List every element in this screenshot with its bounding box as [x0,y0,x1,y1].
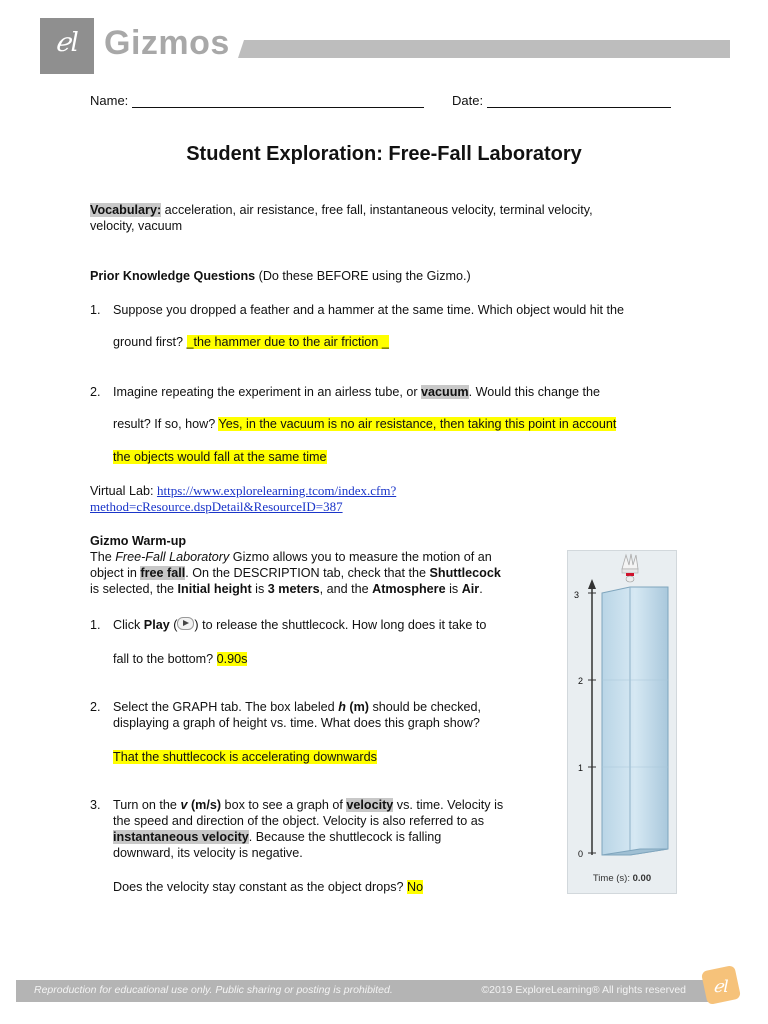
warmup-q3-b: box to see a graph of [221,798,347,812]
date-row [452,93,671,108]
footer-copyright: ©2019 ExploreLearning® All rights reserved [481,984,686,996]
prior-q2-answer-row-2 [113,449,327,465]
drop-tube-graphic [568,551,676,893]
warmup-q3-text [113,797,563,861]
warmup-q1-c: ) to release the shuttlecock. How long does it take to [194,618,487,632]
warmup-q3-c: vs. time. Velocity is [393,798,504,812]
h-term: h [338,700,346,714]
play-term: Play [143,618,170,632]
explorelearning-logo-icon [700,964,742,1006]
atmosphere-term: Atmosphere [372,582,446,596]
warmup-q3-line2: the speed and direction of the object. Velocity is also referred to as [113,814,485,828]
vocabulary-text-1: acceleration, air resistance, free fall, instantaneous velocity, terminal velocity, [161,203,593,217]
m-unit: (m) [345,700,369,714]
virtual-lab-link-2[interactable]: method=cResource.dspDetail&ResourceID=387 [90,499,343,514]
warmup-q1-prefix: fall to the bottom? [113,652,217,666]
warmup-text: is [251,582,268,596]
tick-label-3: 3 [574,590,580,600]
time-value: 0.00 [632,873,652,884]
warmup-text: . On the DESCRIPTION tab, check that the [185,566,430,580]
footer-bar [16,980,716,1002]
prior-q2-answer-1: Yes, in the vacuum is no air resistance, then taking this point in account [218,417,617,431]
prior-q1-prefix: ground first? [113,335,187,349]
prior-knowledge-heading: Prior Knowledge Questions [90,269,256,283]
vocabulary [90,202,690,234]
prior-q2-prefix: Imagine repeating the experiment in an airless tube, or [113,385,422,399]
vacuum-tube [602,587,668,855]
date-label: Date: [452,93,484,108]
vacuum-term: vacuum [421,385,469,399]
warmup-text: is [445,582,462,596]
prior-q1-number: 1. [90,303,101,317]
warmup-text: , and the [319,582,373,596]
warmup-q3-line4: downward, its velocity is negative. [113,846,303,860]
warmup-q2-answer-row [113,749,377,765]
time-readout [568,873,676,884]
free-fall-term: free fall [140,566,186,580]
vocabulary-text-2: velocity, vacuum [90,219,183,233]
tick-label-2: 2 [578,676,584,686]
footer-disclaimer: Reproduction for educational use only. Public sharing or posting is prohibited. [34,984,393,996]
prior-q1-answer: _the hammer due to the air friction _ [186,335,389,349]
warmup-q2-line2: displaying a graph of height vs. time. What does this graph show? [113,716,480,730]
ms-unit: (m/s) [187,798,222,812]
warmup-text: Gizmo allows you to measure the motion of an [229,550,492,564]
brand-name: Gizmos [104,24,230,62]
warmup-q3-line3: . Because the shuttlecock is falling [248,830,442,844]
warmup-q1-answer-row [113,651,247,667]
shuttlecock-icon [622,554,638,582]
warmup-q3-answer-row [113,879,423,895]
velocity-term: velocity [346,798,394,812]
virtual-lab-link-1[interactable]: https://www.explorelearning.tcom/index.cfm? [156,483,397,498]
v-term: v [180,798,188,812]
warmup-q2-b: should be checked, [368,700,482,714]
warmup-q2-number: 2. [90,700,101,714]
name-field[interactable] [132,95,424,108]
prior-q2-answer-2: the objects would fall at the same time [113,450,327,464]
initial-height-term: Initial height [177,582,252,596]
prior-q2-answer-row [113,416,616,432]
warmup-q1-number: 1. [90,618,101,632]
three-meters-term: 3 meters [267,582,320,596]
prior-knowledge-heading-row [90,268,471,284]
page-title: Student Exploration: Free-Fall Laboratory [186,143,582,165]
instantaneous-velocity-term: instantaneous velocity [113,830,249,844]
svg-text:ℯl: ℯl [713,977,729,997]
warmup-text: object in [90,566,141,580]
air-term: Air [461,582,480,596]
virtual-lab-label: Virtual Lab: [90,484,157,498]
warmup-q3-prefix: Does the velocity stay constant as the object drops? [113,880,408,894]
virtual-lab [90,483,396,515]
gizmo-name: Free-Fall Laboratory [115,550,230,564]
prior-q2-line2-prefix: result? If so, how? [113,417,219,431]
name-row [90,93,424,108]
prior-q2-suffix: . Would this change the [468,385,601,399]
gizmos-logo-box [40,18,94,74]
prior-q1-answer-row [113,334,389,350]
warmup-q3-a: Turn on the [113,798,181,812]
prior-q1-text: Suppose you dropped a feather and a hammer at the same time. Which object would hit the [113,303,625,317]
free-fall-gizmo-figure [567,550,677,894]
warmup-text: . [479,582,483,596]
warmup-text: is selected, the [90,582,178,596]
warmup-q2-text [113,699,553,731]
warmup-q3-number: 3. [90,798,101,812]
shuttlecock-term: Shuttlecock [429,566,501,580]
warmup-q1-a: Click [113,618,144,632]
warmup-intro [90,533,560,597]
el-logo-icon: ℯl [55,28,79,58]
date-field[interactable] [487,95,671,108]
tick-label-0: 0 [578,849,584,859]
name-label: Name: [90,93,129,108]
header-bar [238,40,730,58]
warmup-q1-answer: 0.90s [216,652,248,666]
warmup-q2-a: Select the GRAPH tab. The box labeled [113,700,339,714]
prior-q2-number: 2. [90,385,101,399]
time-label: Time (s): [592,873,630,884]
prior-q2-text [113,384,693,400]
tick-label-1: 1 [578,763,584,773]
play-button-icon [177,617,194,630]
warmup-heading: Gizmo Warm-up [90,534,187,548]
prior-knowledge-note: (Do these BEFORE using the Gizmo.) [255,269,471,283]
warmup-q2-answer: That the shuttlecock is accelerating downwards [113,750,377,764]
warmup-text: The [90,550,116,564]
vocabulary-label: Vocabulary: [90,203,162,217]
warmup-q3-answer: No [407,880,424,894]
axis-arrow-icon [588,579,596,589]
warmup-q1-b: ( [169,618,178,632]
warmup-q1-text [113,617,553,633]
